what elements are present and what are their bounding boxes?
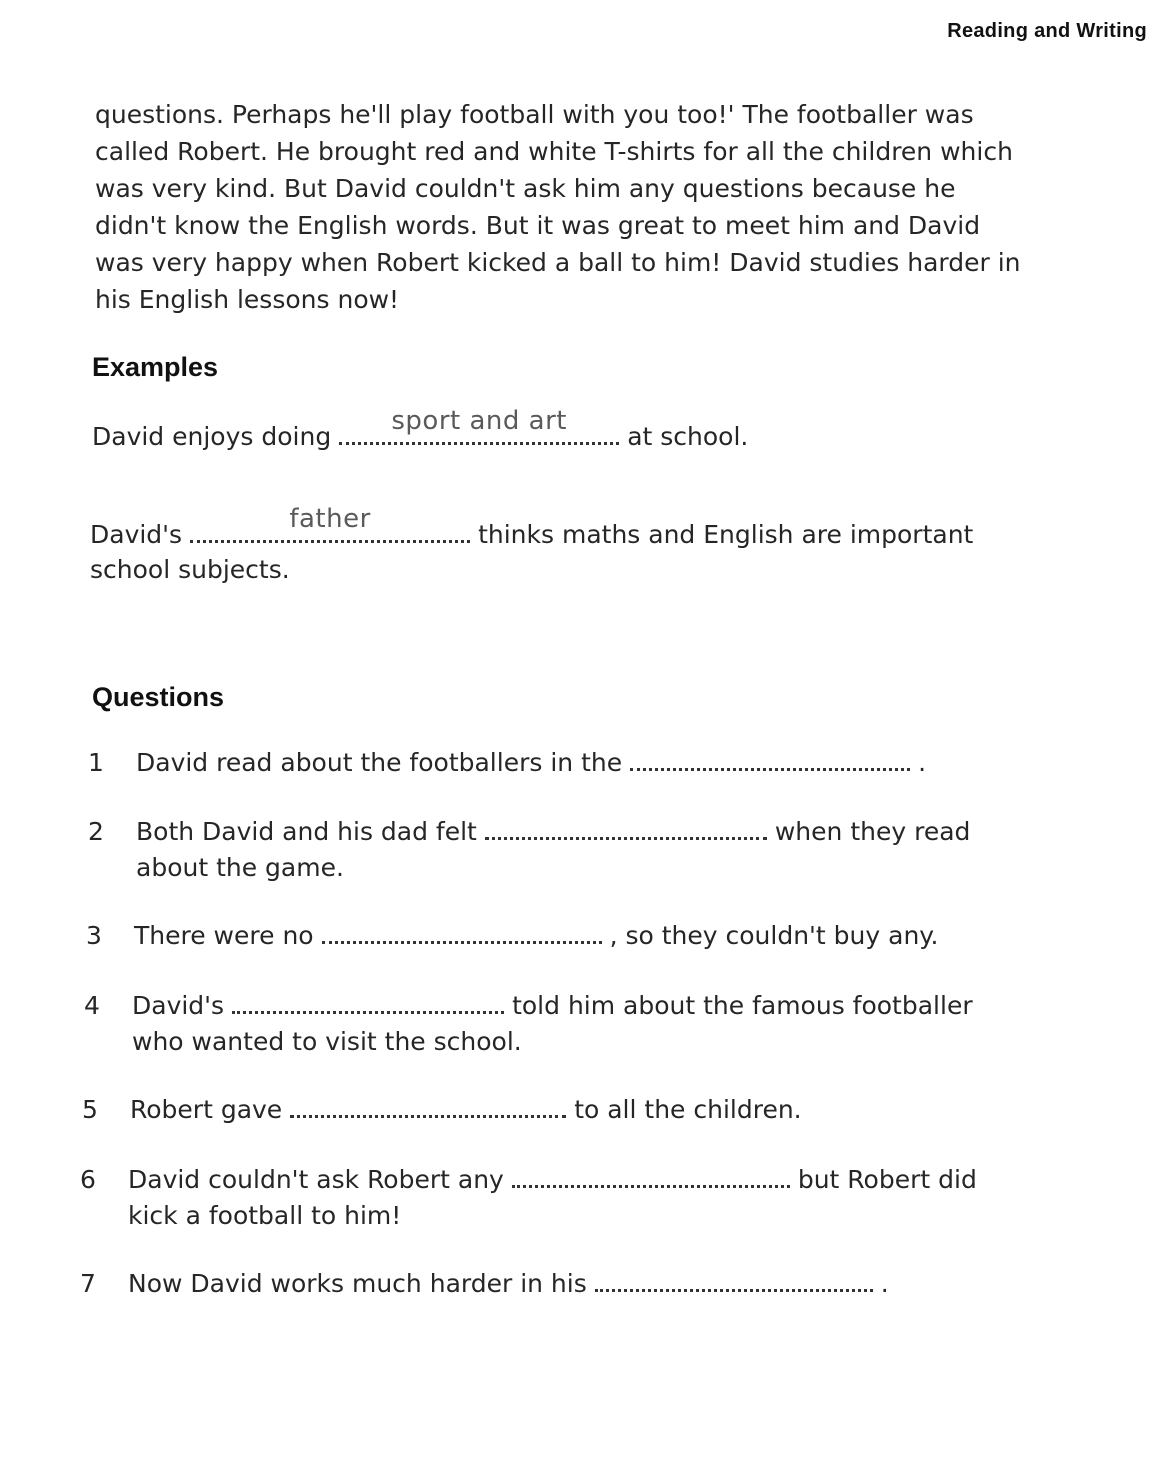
question-2-before: Both David and his dad felt	[136, 817, 477, 846]
question-4-blank[interactable]	[232, 989, 504, 1014]
example-2-blank	[190, 504, 470, 543]
question-6-continuation: kick a football to him!	[128, 1201, 402, 1230]
passage-line: didn't know the English words. But it was great to meet him and David	[95, 211, 981, 240]
example-2-continuation: school subjects.	[90, 555, 290, 584]
example-1-before: David enjoys doing	[92, 422, 332, 451]
question-3-after: , so they couldn't buy any.	[609, 921, 939, 950]
example-2-answer: father	[289, 504, 371, 534]
example-1-after: at school.	[627, 422, 749, 451]
questions-heading: Questions	[92, 682, 225, 712]
question-3-before: There were no	[134, 921, 314, 950]
question-5-after: to all the children.	[574, 1095, 802, 1124]
passage-line: his English lessons now!	[95, 285, 400, 314]
example-2	[90, 504, 974, 552]
question-4-before: David's	[132, 991, 225, 1020]
question-6-blank[interactable]	[512, 1163, 790, 1188]
page-header: Reading and Writing	[947, 20, 1147, 42]
question-number: 1	[88, 748, 104, 777]
question-2-blank[interactable]	[485, 815, 767, 840]
question-number: 7	[80, 1269, 96, 1298]
question-number: 2	[88, 817, 104, 846]
question-7-after: .	[880, 1269, 889, 1298]
question-number: 6	[80, 1165, 96, 1194]
example-1-answer: sport and art	[391, 406, 567, 436]
examples-heading: Examples	[92, 352, 219, 382]
passage-line: was very kind. But David couldn't ask him any questions because he	[95, 174, 956, 203]
question-7-blank[interactable]	[595, 1267, 873, 1292]
question-4-continuation: who wanted to visit the school.	[132, 1027, 522, 1056]
passage-line: was very happy when Robert kicked a ball to him! David studies harder in	[95, 248, 1021, 277]
reading-passage	[95, 96, 1055, 318]
passage-line: questions. Perhaps he'll play football with you too!' The footballer was	[95, 100, 974, 129]
passage-line: called Robert. He brought red and white T-shirts for all the children which	[95, 137, 1013, 166]
question-number: 5	[82, 1095, 98, 1124]
question-5-blank[interactable]	[290, 1093, 566, 1118]
question-1-blank[interactable]	[630, 746, 910, 771]
example-1	[92, 406, 749, 454]
question-2-after: when they read	[774, 817, 971, 846]
question-number: 4	[84, 991, 100, 1020]
question-7-before: Now David works much harder in his	[128, 1269, 587, 1298]
example-2-after: thinks maths and English are important	[478, 520, 974, 549]
question-number: 3	[86, 921, 102, 950]
question-3-blank[interactable]	[322, 919, 602, 944]
question-5-before: Robert gave	[130, 1095, 283, 1124]
question-2-continuation: about the game.	[136, 853, 344, 882]
example-1-blank	[339, 406, 619, 445]
example-2-before: David's	[90, 520, 183, 549]
question-6-before: David couldn't ask Robert any	[128, 1165, 504, 1194]
question-1-after: .	[918, 748, 927, 777]
question-1-before: David read about the footballers in the	[136, 748, 623, 777]
question-4-after: told him about the famous footballer	[512, 991, 973, 1020]
question-6-after: but Robert did	[797, 1165, 977, 1194]
